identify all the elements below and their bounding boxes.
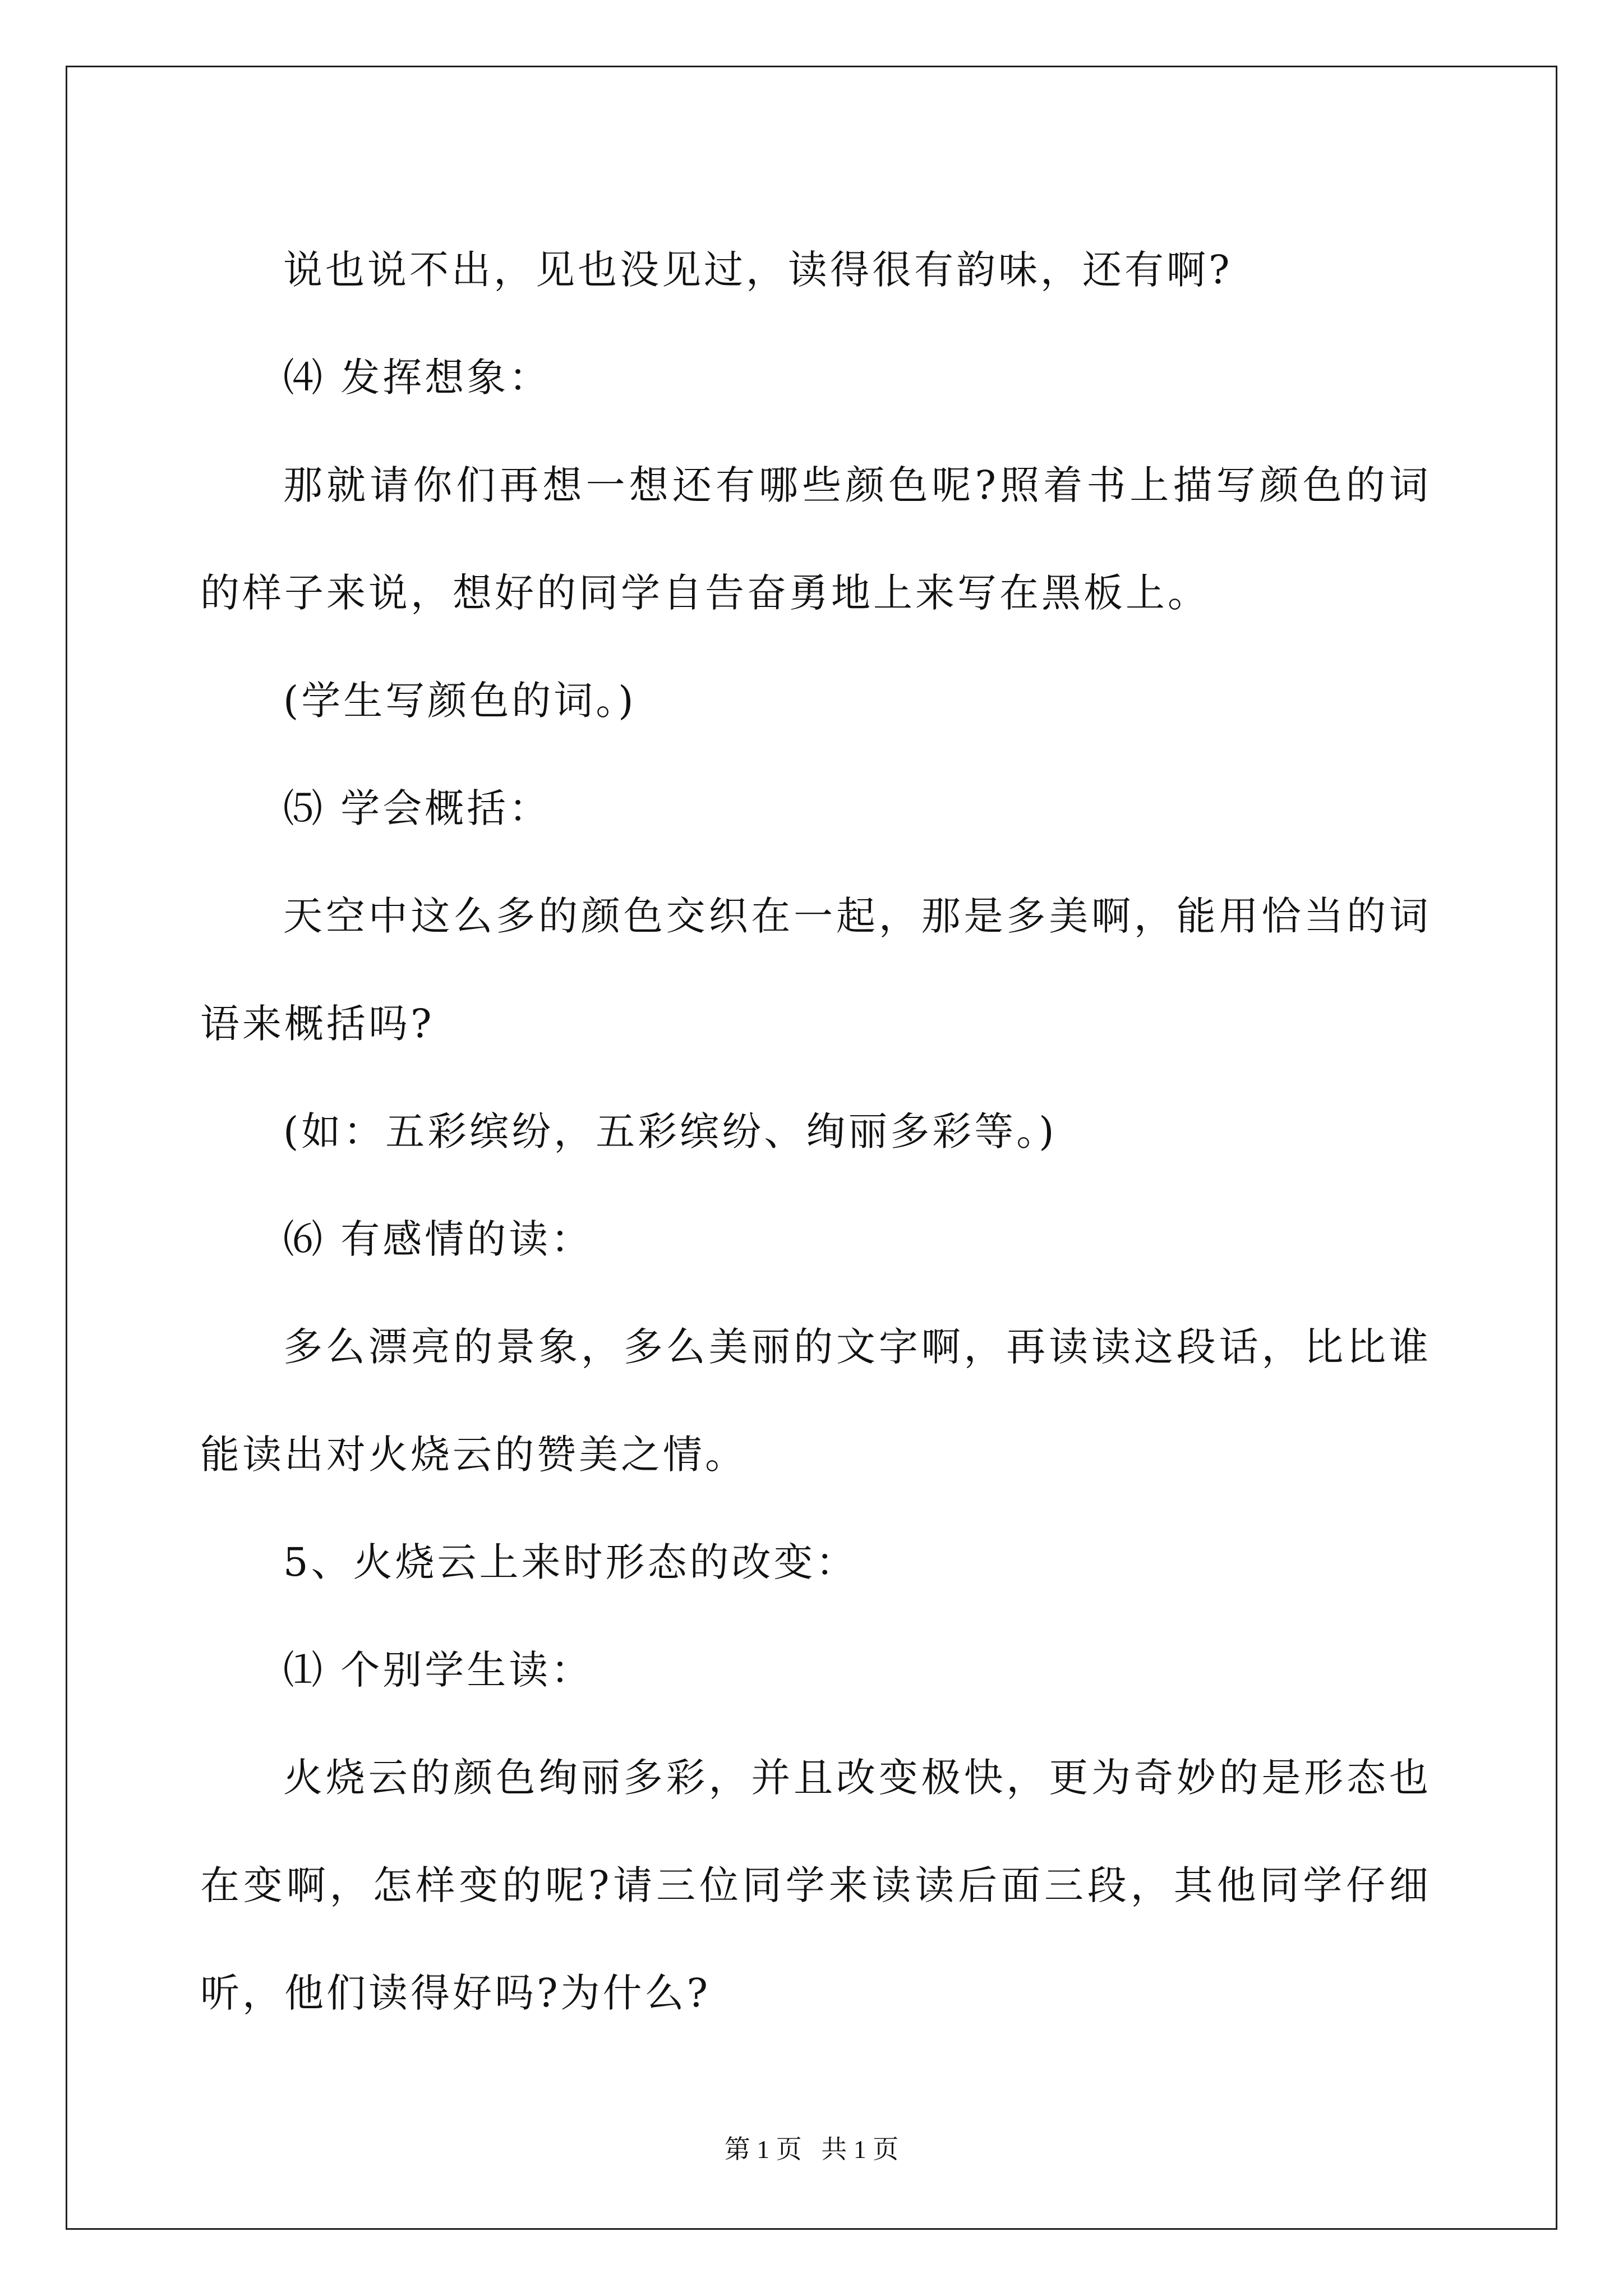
paragraph: 那就请你们再想一想还有哪些颜色呢?照着书上描写颜色的词的样子来说，想好的同学自告奋勇地上来写在黑板上。: [200, 462, 1431, 616]
paragraph: ⑴ 个别学生读：: [283, 1647, 593, 1693]
paragraph: 火烧云的颜色绚丽多彩，并且改变极快，更为奇妙的是形态也在变啊，怎样变的呢?请三位同学来读读后面三段，其他同学仔细听，他们读得好吗?为什么?: [200, 1755, 1431, 2016]
paragraph: ⑹ 有感情的读：: [283, 1216, 593, 1262]
document-body: [200, 216, 1431, 2047]
paragraph: 5、火烧云上来时形态的改变：: [283, 1539, 858, 1585]
paragraph: (如：五彩缤纷，五彩缤纷、绚丽多彩等。): [283, 1108, 1057, 1154]
paragraph: 说也说不出，见也没见过，读得很有韵味，还有啊?: [283, 247, 1233, 293]
page-number-footer: 第 1 页 共 1 页: [724, 2135, 899, 2164]
paragraph: (学生写颜色的词。): [283, 678, 637, 724]
paragraph: 多么漂亮的景象，多么美丽的文字啊，再读读这段话，比比谁能读出对火烧云的赞美之情。: [200, 1324, 1431, 1478]
paragraph: ⑷ 发挥想象：: [283, 355, 551, 401]
paragraph: ⑸ 学会概括：: [283, 785, 551, 831]
paragraph: 天空中这么多的颜色交织在一起，那是多美啊，能用恰当的词语来概括吗?: [200, 893, 1431, 1047]
